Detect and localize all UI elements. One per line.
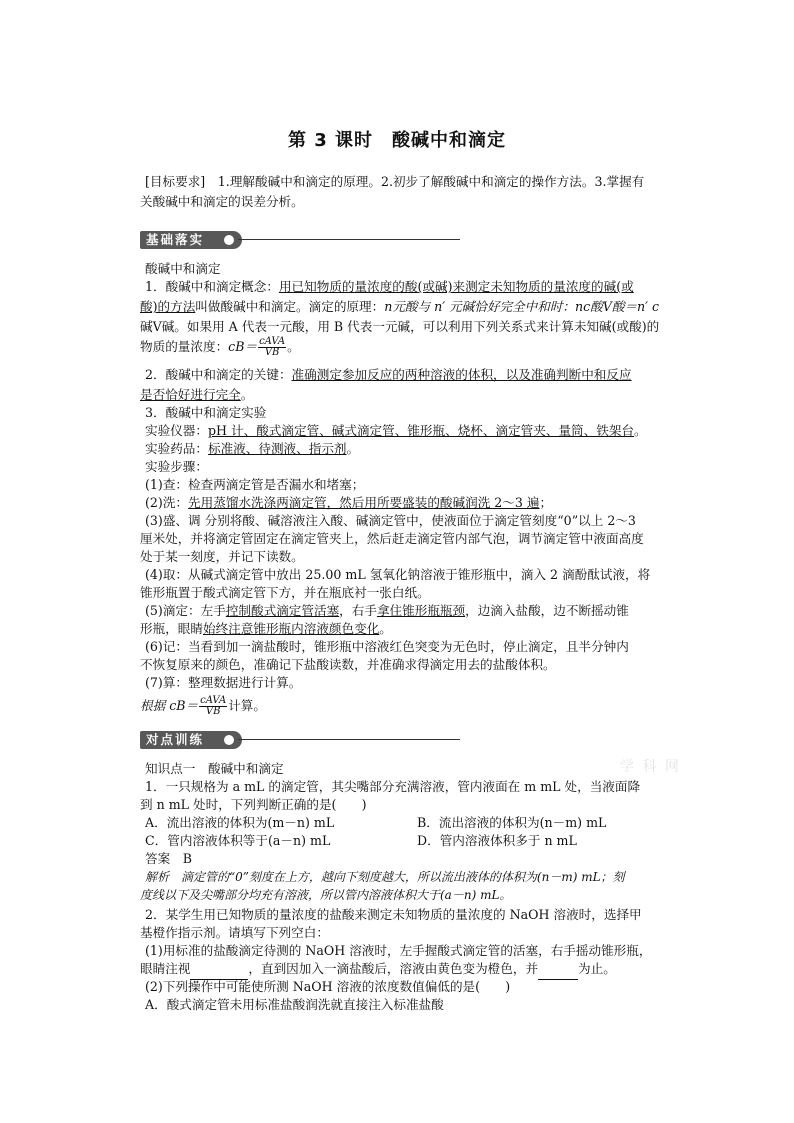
- step-3-cont: 厘米处，并将滴定管固定在滴定管夹上，然后赶走滴定管内部气泡，调节滴定管中液面高度: [140, 531, 644, 546]
- step-6: (6)记：当看到加一滴盐酸时，锥形瓶中溶液红色突变为无色时，停止滴定，且半分钟内: [145, 639, 629, 654]
- step-2: (2)洗：先用蒸馏水洗涤两滴定管，然后用所要盛装的酸碱润洗 2～3 遍；: [145, 495, 553, 510]
- q1-option-c: C．管内溶液体积等于(a－n) mL: [145, 833, 331, 848]
- reagents-line: 实验药品：标准液、待测液、指示剂。: [145, 441, 360, 456]
- q1-answer: 答案 B: [145, 851, 193, 866]
- section-divider: [238, 739, 460, 740]
- section-bar-basics: [140, 231, 460, 249]
- watermark: 学 科 网: [620, 759, 681, 775]
- q2-option-a: A．酸式滴定管未用标准盐酸润洗就直接注入标准盐酸: [145, 997, 444, 1012]
- basics-heading: 酸碱中和滴定: [145, 261, 221, 276]
- question-1: 1．一只规格为 a mL 的滴定管，其尖嘴部分充满溶液，管内液面在 m mL 处，当液面降: [145, 779, 641, 794]
- formula-line: 物质的量浓度：cB＝ $\frac{\text{cAVA}}{VB}$ 。: [140, 336, 300, 358]
- section-bar-practice: [140, 731, 460, 749]
- objective-line-2: 关酸碱中和滴定的误差分析。: [140, 194, 304, 209]
- q1-option-d: D．管内溶液体积多于 n mL: [417, 833, 577, 848]
- q1-option-b: B．流出溶液的体积为(n－m) mL: [417, 815, 607, 830]
- q1-option-a: A．流出溶液的体积为(m－n) mL: [145, 815, 335, 830]
- steps-label: 实验步骤：: [145, 459, 208, 474]
- section-divider: [238, 239, 460, 240]
- step-5: (5)滴定：左手控制酸式滴定管活塞，右手拿住锥形瓶瓶颈，边滴入盐酸，边不断摇动锥: [145, 603, 629, 618]
- section-label-practice: 对点训练: [140, 731, 242, 749]
- instruments-line: 实验仪器：pH 计、酸式滴定管、碱式滴定管、锥形瓶、烧杯、滴定管夹、量筒、铁架台。: [145, 423, 647, 438]
- step-5-cont: 形瓶，眼睛始终注意锥形瓶内溶液颜色变化。: [140, 621, 392, 636]
- objective-label: [目标要求]: [145, 174, 206, 189]
- calc-line: 根据 cB＝ $\frac{\text{cAVA}}{VB}$ 计算。: [140, 695, 266, 717]
- question-2: 2．某学生用已知物质的量浓度的盐酸来测定未知物质的量浓度的 NaOH 溶液时，选择甲: [145, 907, 642, 922]
- paragraph-key-cont: 是否恰好进行完全。: [140, 387, 254, 402]
- step-3-cont2: 处于某一刻度，并记下读数。: [140, 549, 304, 564]
- q2-part-1: (1)用标准的盐酸滴定待测的 NaOH 溶液时，左手握酸式滴定管的活塞，右手摇动锥形瓶，: [145, 943, 652, 958]
- q2-part-1-cont: 眼睛注视 ，直到因加入一滴盐酸后，溶液由黄色变为橙色，并 为止。: [140, 959, 685, 980]
- bullet-icon: [224, 735, 234, 745]
- q2-part-2: (2)下列操作中可能使所测 NaOH 溶液的浓度数值偏低的是( ): [145, 979, 511, 994]
- section-label-basics: 基础落实: [140, 231, 242, 249]
- step-6-cont: 不恢复原来的颜色，准确记下盐酸读数，并准确求得滴定用去的盐酸体积。: [140, 657, 556, 672]
- step-7: (7)算：整理数据进行计算。: [145, 675, 302, 690]
- step-4-cont: 锥形瓶置于酸式滴定管下方，并在瓶底衬一张白纸。: [140, 585, 430, 600]
- question-1-cont: 到 n mL 处时，下列判断正确的是( ): [140, 797, 367, 812]
- paragraph-key: 2．酸碱中和滴定的关键：准确测定参加反应的两种溶液的体积，以及准确判断中和反应: [145, 367, 632, 382]
- step-1: (1)查：检查两滴定管是否漏水和堵塞；: [145, 477, 365, 492]
- q1-explanation-cont: 度线以下及尖嘴部分均充有溶液，所以管内溶液体积大于(a－n) mL。: [140, 888, 512, 902]
- knowledge-point: 知识点一 酸碱中和滴定: [145, 761, 284, 776]
- bullet-icon: [224, 235, 234, 245]
- step-3: (3)盛、调 分别将酸、碱溶液注入酸、碱滴定管中，使液面位于滴定管刻度“0”以上 2～3: [145, 513, 636, 528]
- question-2-cont: 基橙作指示剂。请填写下列空白：: [140, 925, 329, 940]
- objective-line-1: [目标要求] 1.理解酸碱中和滴定的原理。2.初步了解酸碱中和滴定的操作方法。3.掌握有: [145, 174, 645, 189]
- q1-explanation: 解析 滴定管的“0”刻度在上方，越向下刻度越大，所以流出液体的体积为(n－m) mL；刻: [145, 870, 625, 884]
- step-4: (4)取：从碱式滴定管中放出 25.00 mL 氢氧化钠溶液于锥形瓶中，滴入 2 滴酚酞试液，将: [145, 567, 651, 582]
- paragraph-concept-cont: 酸)的方法叫做酸碱中和滴定。滴定的原理：n元酸与 n′ 元碱恰好完全中和时：nc酸V酸＝n′ c: [140, 299, 660, 314]
- experiment-heading: 3．酸碱中和滴定实验: [145, 405, 267, 420]
- page-title: 第 3 课时 酸碱中和滴定: [287, 130, 507, 151]
- paragraph-concept-cont2: 碱V碱。如果用 A 代表一元酸，用 B 代表一元碱，可以利用下列关系式来计算未知碱(或酸)的: [140, 319, 660, 334]
- formula-fraction: $\frac{\text{cAVA}}{VB}$: [259, 336, 286, 358]
- paragraph-concept: 1．酸碱中和滴定概念：用已知物质的量浓度的酸(或碱)来测定未知物质的量浓度的碱(或: [145, 279, 634, 294]
- calc-fraction: $\frac{\text{cAVA}}{VB}$: [200, 695, 227, 717]
